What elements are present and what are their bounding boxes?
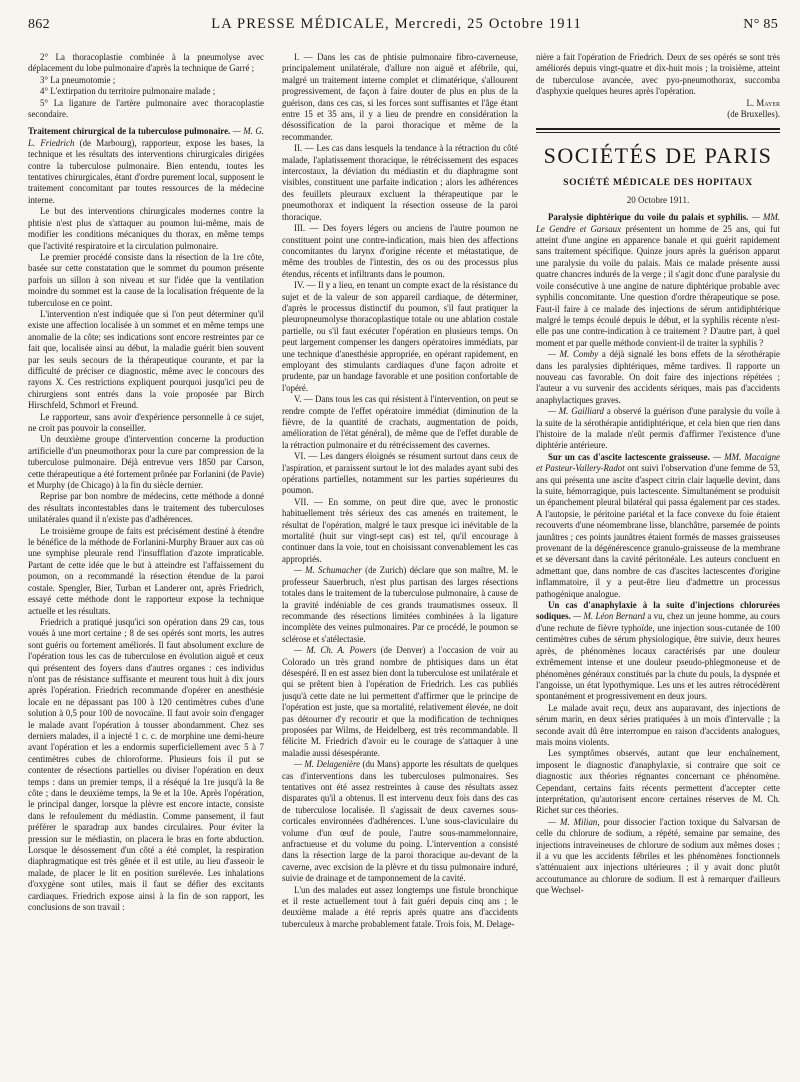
paragraph: Un deuxième groupe d'intervention concerne la production artificielle d'un pneumothorax pour la cure par compression de la tuberculose pulmonaire. Déjà entrevue vers 1850 par Carson, cette thérapeutique a été fortement prônée par Forlanini (de Pavie) et Murphy (de Chicago) à la fin du siècle dernier. (28, 434, 264, 491)
conclusion-item: V. — Dans tous les cas qui résistent à l'intervention, on peut se rendre compte de l'effet opératoire immédiat (diminution de la fièvre, de la quantité de crachats, augmentation de poids, amélioration de l'état général), de même que de l'effet durable de la rétraction pulmonaire et du rétrécissement des cavernes. (282, 394, 518, 450)
paragraph: Reprise par bon nombre de médecins, cette méthode a donné des résultats incontestables dans le traitement des tuberculoses unilatérales quand il n'existe pas d'adhérences. (28, 491, 264, 525)
signature (536, 98, 780, 109)
paragraph-text: a observé la guérison d'une paralysie du voile à la suite de la sérothérapie antidiphtérique, et cela bien que rien dans l'histoire de la malade n'eût permis d'affirmer l'existence d'une diphtérie antérieure. (536, 406, 780, 451)
journal-title: LA PRESSE MÉDICALE, Mercredi, 25 Octobre 1911 (211, 16, 582, 32)
column-3 (536, 52, 780, 1074)
author-name: — M. Delagenière (294, 759, 361, 770)
conclusion-item: III. — Des foyers légers ou anciens de l'autre poumon ne constituent point une contre-indication, mais bien des affections concomitantes du larynx d'origine récente et métastatique, de même des troubles de l'intestin, des os ou des processus plus étendus, récents et infiltrants dans le poumon. (282, 223, 518, 279)
paragraph: Le malade avait reçu, deux ans auparavant, des injections de sérum marin, en deux séries pratiquées à un mois d'intervalle ; la seconde avait dû être interrompue en raison d'accidents analogues, mais moins violents. (536, 702, 780, 747)
column-1 (28, 52, 264, 1074)
author-name: — M. Milian, (548, 816, 600, 827)
milian-paragraph (536, 817, 780, 897)
paragraph-text: présentent un homme de 25 ans, qui fut atteint d'une angine en apparence banale et qui guérit rapidement sans traitement spécifique. Quinze jours après la guérison apparut une paralysie du voile du palais. Mais ce malade présente aussi quatre chancres indurés de la verge ; il s'agit donc d'une paralysie du voile consécutive à une angine de nature diphtérique probable avec syphilis concomitante. Une question d'ordre thérapeutique se pose. Faut-il faire à ce malade des injections de sérum antidiphtérique malgré le temps écoulé depuis le début, et la syphilis récente n'est-elle pas une contre-indication à ce traitement ? D'autre part, à quel moment et par quelle méthode convient-il de traiter la syphilis ? (536, 223, 780, 348)
paragraph: Le rapporteur, sans avoir d'expérience personnelle à ce sujet, ne croit pas pouvoir la conseiller. (28, 411, 264, 433)
page-number: 862 (28, 17, 50, 32)
column-2 (282, 52, 518, 1074)
conclusion-item: VI. — Les dangers éloignés se résument surtout dans ceux de l'aspiration, et paraissent surtout le lot des malades ayant subi des opérations partielles, notamment sur les parties supérieures du poumon. (282, 451, 518, 496)
list-item: 4° L'extirpation du territoire pulmonaire malade ; (40, 86, 216, 97)
section-rule-bottom (536, 132, 780, 133)
paragraph-text: pour dissocier l'action toxique du Salvarsan de celle du chlorure de sodium, a répété, semaine par semaine, des injections intraveineuses de chlorure de sodium aux mêmes doses ; il a vu que les accidents fébriles et les phénomènes fonctionnels s'atténuaient aux injections ultérieures ; il y avait donc plutôt accoutumance au chlorure de sodium. Il est à remarquer d'ailleurs que Wechsel- (536, 816, 780, 896)
paragraph: L'un des malades eut assez longtemps une fistule bronchique et il reste actuellement tout à fait guéri depuis cinq ans ; le deuxième malade a été repris après quatre ans d'accidents tuberculeux à marche probablement fatale. Trois fois, M. Delage- (282, 884, 518, 929)
procedure-list (28, 52, 264, 120)
author-name: — M. G. L. Friedrich (28, 126, 264, 148)
session-date: 20 Octobre 1911. (626, 194, 690, 205)
conclusion-item: IV. — Il y a lieu, en tenant un compte exact de la résistance du sujet et de la valeur de son appareil cardiaque, de déterminer, d'après le processus distinctif du poumon, s'il faut pratiquer la pleuropneumolyse thoracoplastique totale ou une ablation costale partielle, ou s'il faut exécuter l'opération en plusieurs temps. On peut largement compenser les dangers opératoires immédiats, par une technique d'anesthésie appropriée, en opérant rapidement, en employant des stimulants cardiaques d'une façon adroite et prudente, par un bandage favorable et une position confortable de l'opéré. (282, 280, 518, 393)
paragraph-text: ont suivi l'observation d'une femme de 53, ans qui présenta une ascite d'aspect citrin clair laquelle devint, dans la suite, hémorragique, puis lactescente. Simultanément se produisit un épanchement pleural bilatéral qui passa également par ces stades. A l'autopsie, le péritoine pariétal et la face convexe du foie étaient recouverts d'une néomembrane lisse, blanchâtre, parsemée de points jaunâtres ; ces points jaunâtres étaient formés de masses graisseuses provenant de la dégénérescence granulo-graisseuse de la membrane et se déversant dans la cavité péritonéale. Les auteurs concluent en admettant que, dans nombre de cas d'ascites lactescentes d'origine inflammatoire, il y a peut-être lieu d'admettre un processus pathogénique analogue. (536, 463, 780, 599)
schumacher-paragraph (282, 565, 518, 645)
section-title: SOCIÉTÉS DE PARIS (543, 143, 773, 169)
conclusion-item: I. — Dans les cas de phtisie pulmonaire fibro-caverneuse, principalement unilatérale, d'allure non aiguë et afébrile, qui, malgré un traitement interne complet et climatérique, s'allourent progressivement, de façon à faire douter de plus en plus de la guérison, dans ces cas, si les forces sont suffisantes et l'âge étant entre 15 et 35 ans, il y a lieu de prendre en considération la désossification de la paroi thoracique et même de la recommander. (282, 52, 518, 142)
author-name: — MM. Le Gendre et Garsaux (536, 212, 780, 234)
friedrich-report (28, 126, 264, 206)
section-rule-top (536, 128, 780, 130)
list-item: 2° La thoracoplastie combinée à la pneumolyse avec déplacement du lobe pulmonaire d'après la technique de Garré ; (28, 52, 264, 74)
author-name: — M. Léon Bernard (570, 611, 645, 622)
ascite-paragraph (536, 452, 780, 600)
paragraph: Le premier procédé consiste dans la résection de la 1re côte, basée sur cette constatation que le sommet du poumon présente parfois un sillon à son niveau et sur l'idée que la ventilation moindre du sommet est la cause de la localisation fréquente de la tuberculose en ce point. (28, 251, 264, 308)
paragraph-text: (de Marbourg), rapporteur, expose les bases, la technique et les résultats des interventions chirurgicales dirigées contre la tuberculose pulmonaire. Bien entendu, toutes les tentatives chirurgicales, étant d'ordre purement local, supposent le traitement concomitant par toutes ressources de la médecine interne. (28, 137, 264, 205)
conclusion-item: II. — Les cas dans lesquels la tendance à la rétraction du côté malade, l'aplatissement thoracique, le rétrécissement des espaces intercostaux, la déviation du médiastin et du diaphragme sont visibles, constituent une parfaite indication ; alors les adhérences des feuillets pleuraux excluent la thérapeutique par le pneumothorax et indiquent la résection osseuse de la paroi thoracique. (282, 143, 518, 222)
signature-city: (de Bruxelles). (727, 109, 780, 120)
paralysie-paragraph (536, 212, 780, 349)
gailliard-paragraph (536, 406, 780, 452)
paragraph: nière a fait l'opération de Friedrich. Deux de ses opérés se sont très améliorés depuis vingt-quatre et dix-huit mois ; la troisième, atteint de tuberculose avancée, avec pyo-pneumothorax, succomba d'asphyxie quelques heures après l'opération. (536, 52, 780, 97)
list-item: 5° La ligature de l'artère pulmonaire avec thoracoplastie secondaire. (28, 97, 264, 120)
author-name: — M. Comby (548, 349, 599, 360)
article-heading: Sur un cas d'ascite lactescente graisseuse. (548, 451, 710, 462)
paragraph: Le troisième groupe de faits est précisément destiné à étendre le bénéfice de la méthode de Forlanini-Murphy Brauer aux cas où une symphise pleurale rend l'insufflation d'azote impraticable. Partant de cette idée que le but à atteindre est l'affaissement du poumon, on a recommandé la résection étendue de la paroi costale. Spengler, Bier, Turban et Landerer ont, après Friedrich, essayé cette méthode dont le rapporteur expose la technique actuelle et les résultats. (28, 525, 264, 616)
paragraph: Le but des interventions chirurgicales modernes contre la phtisie n'est plus de s'attaquer au poumon lui-même, mais de modifier les conditions mécaniques du thorax, en même temps que l'activité respiratoire et la circulation pulmonaire. (28, 206, 264, 251)
author-name: — M. Gailliard (548, 406, 604, 417)
issue-number: N° 85 (743, 17, 778, 32)
author-name: — M. Schumacher (294, 565, 362, 576)
signature-name: L. Mayer (746, 97, 780, 108)
article-heading: Traitement chirurgical de la tuberculose pulmonaire. (28, 126, 231, 137)
paragraph-text: a vu, chez un jeune homme, au cours d'une rechute de fièvre typhoïde, une injection sous-cutanée de 100 centimètres cubes de sérum physiologique, être suivie, deux heures après, de phénomènes locaux caractérisés par une douleur extrêmement intense et une douleur pseudo-phlegmoneuse et de phénomènes généraux constitués par la chute du pouls, la dyspnée et l'angoisse, un état lypothymique. Les uns et les autres rétrocédèrent spontanément et progressivement en deux jours. (536, 611, 780, 702)
list-item: 3° La pneumotomie ; (40, 74, 116, 85)
author-name: — M. Ch. A. Powers (294, 645, 377, 656)
paragraph-text: a déjà signalé les bons effets de la sérothérapie dans les paralysies diphtériques, même tardives. Il rapporte un nouveau cas favorable. On doit faire des injections répétées ; l'auteur a vu survenir des accidents sériques, mais pas d'accidents anaphylactiques graves. (536, 349, 780, 405)
author-name: — MM. Macaigne et Pasteur-Vallery-Radot (536, 451, 780, 474)
paragraph: Les symptômes observés, autant que leur enchaînement, imposent le diagnostic d'anaphylaxie, si contraire que soit ce diagnostic aux théories régnantes concernant ce phénomène. Cependant, certains faits récents permettent d'accepter cette interprétation, qu'autorisent encore certaines réserves de M. Ch. Richet sur ces théories. (536, 748, 780, 816)
article-heading: Paralysie diphtérique du voile du palais et syphilis. (548, 212, 749, 223)
conclusion-item: VII. — En somme, on peut dire que, avec le pronostic habituellement très sérieux des cas amenés en traitement, le résultat de l'opération, malgré le taux presque ici inévitable de la mortalité (huit sur vingt-sept cas) est tel, qu'il encourage à continuer dans la voie, tout en choisissant convenablement les cas appropriés. (282, 496, 518, 564)
paragraph: L'intervention n'est indiquée que si l'on peut déterminer qu'il existe une affection localisée à un sommet et en même temps une anomalie de la côte; ses indications sont encore restreintes par ce fait que, localisée ainsi au début, la maladie guérit bien souvent par les seuls secours de la thérapeutique courante, et par la difficulté de préciser ce diagnostic, même avec le concours des rayons X. Ces restrictions expliquent pourquoi jusqu'ici peu de chirurgiens sont entrés dans la voie proposée par Birch Hirschfeld, Schmorl et Freund. (28, 308, 264, 411)
delageniere-paragraph (282, 759, 518, 884)
paragraph: Friedrich a pratiqué jusqu'ici son opération dans 29 cas, tous voués à une mort certaine ; 8 de ses opérés sont morts, les autres sont guéris ou fortement améliorés. Il faut absolument exclure de l'opération tous les cas de tuberculose en évolution aiguë et ceux qui présentent des foyers dans d'autres organes : ces individus n'ont pas de résistance suffisante et meurent tous huit à dix jours après l'opération. Friedrich recommande d'opérer en anesthésie locale en ne dépassant pas 100 à 120 centimètres cubes d'une solution à 0,5 pour 100 de novocaïne. Il faut avoir soin d'engager le malade avant l'opération à tousser abondamment. Chez ses derniers malades, il a injecté 1 c. c. de morphine une demi-heure avant l'opération et les a endormis superficiellement avec 5 à 7 centimètres cubes de chloroforme. Plusieurs fois il put se contenter de résections partielles ou diviser l'opération en deux temps : dans un premier temps, il a réséqué la 1re jusqu'à la 8e côte ; dans le deuxième temps, la 9e et la 10e. Après l'opération, le principal danger, lorsque la plèvre est encore intacte, consiste dans le refoulement du médiastin. Comme pansement, il faut préférer le sparadrap aux bandes circulaires. Pour éviter la pression sur le médiastin, on placera le bras en forte abduction. Lorsque le désossement d'un côté a été complet, la respiration diaphragmatique est très gênée et il est utile, au lieu d'asseoir le malade, de placer le lit en position surélevée. Les inhalations d'oxygène sont utiles, mais il faut se défier des excitants cardiaques. Friedrich expose ainsi à la fin de son rapport, les conclusions de son travail : (28, 616, 264, 913)
society-title: SOCIÉTÉ MÉDICALE DES HOPITAUX (563, 177, 753, 189)
paragraph-text: (de Zurich) déclare que son maître, M. le professeur Sauerbruch, n'est plus partisan des larges résections totales dans le traitement de la tuberculose pulmonaire, à cause de la gravité indéniable de ces grands traumatismes osseux. Il recommande des résections limitées combinées à la ligature incomplète des veines pulmonaires. Par ce procédé, le poumon se sclérose et s'atélectasie. (282, 565, 518, 644)
article-heading: Un cas d'anaphylaxie à la suite d'injections chlorurées sodiques. (536, 600, 780, 622)
page-header (28, 16, 778, 36)
anaphylaxie-paragraph (536, 600, 780, 703)
powers-paragraph (282, 645, 518, 759)
paragraph-text: (de Denver) a l'occasion de voir au Colorado un très grand nombre de phtisiques dans un état désespéré. Il en est assez bien dont la tuberculose est unilatérale et qui se prêtent bien à l'opération de Friedrich. Les cas publiés jusqu'à cette date ne lui permettent d'affirmer que le principe de l'opération est juste, que sa mortalité, relativement élevée, ne doit pas détourner d'y recourir et que la modification de techniques proposées par Wilms, de Heidelberg, est très recommandable. Il félicite M. Friedrich d'avoir eu le courage de s'attaquer à une maladie aussi désespérante. (282, 645, 518, 758)
comby-paragraph (536, 349, 780, 406)
paragraph-text: (du Mans) apporte les résultats de quelques cas d'interventions dans les tuberculoses pulmonaires. Ses tentatives ont été assez restreintes à cause des résultats assez disparates qu'il a obtenus. Il est intervenu deux fois dans des cas de tuberculose localisée. Il s'agissait de deux cavernes sous-corticales environnées d'adhérences. L'une sous-claviculaire du volume d'un œuf de poule, l'autre sous-mammelonnaire, anfractueuse et du volume du poing. L'intervention a consisté dans la résection large de la paroi thoracique au-devant de la caverne, avec excision de la plèvre et du tissu pulmonaire induré, suivie de drainage et de tamponnement de la cavité. (282, 759, 518, 884)
